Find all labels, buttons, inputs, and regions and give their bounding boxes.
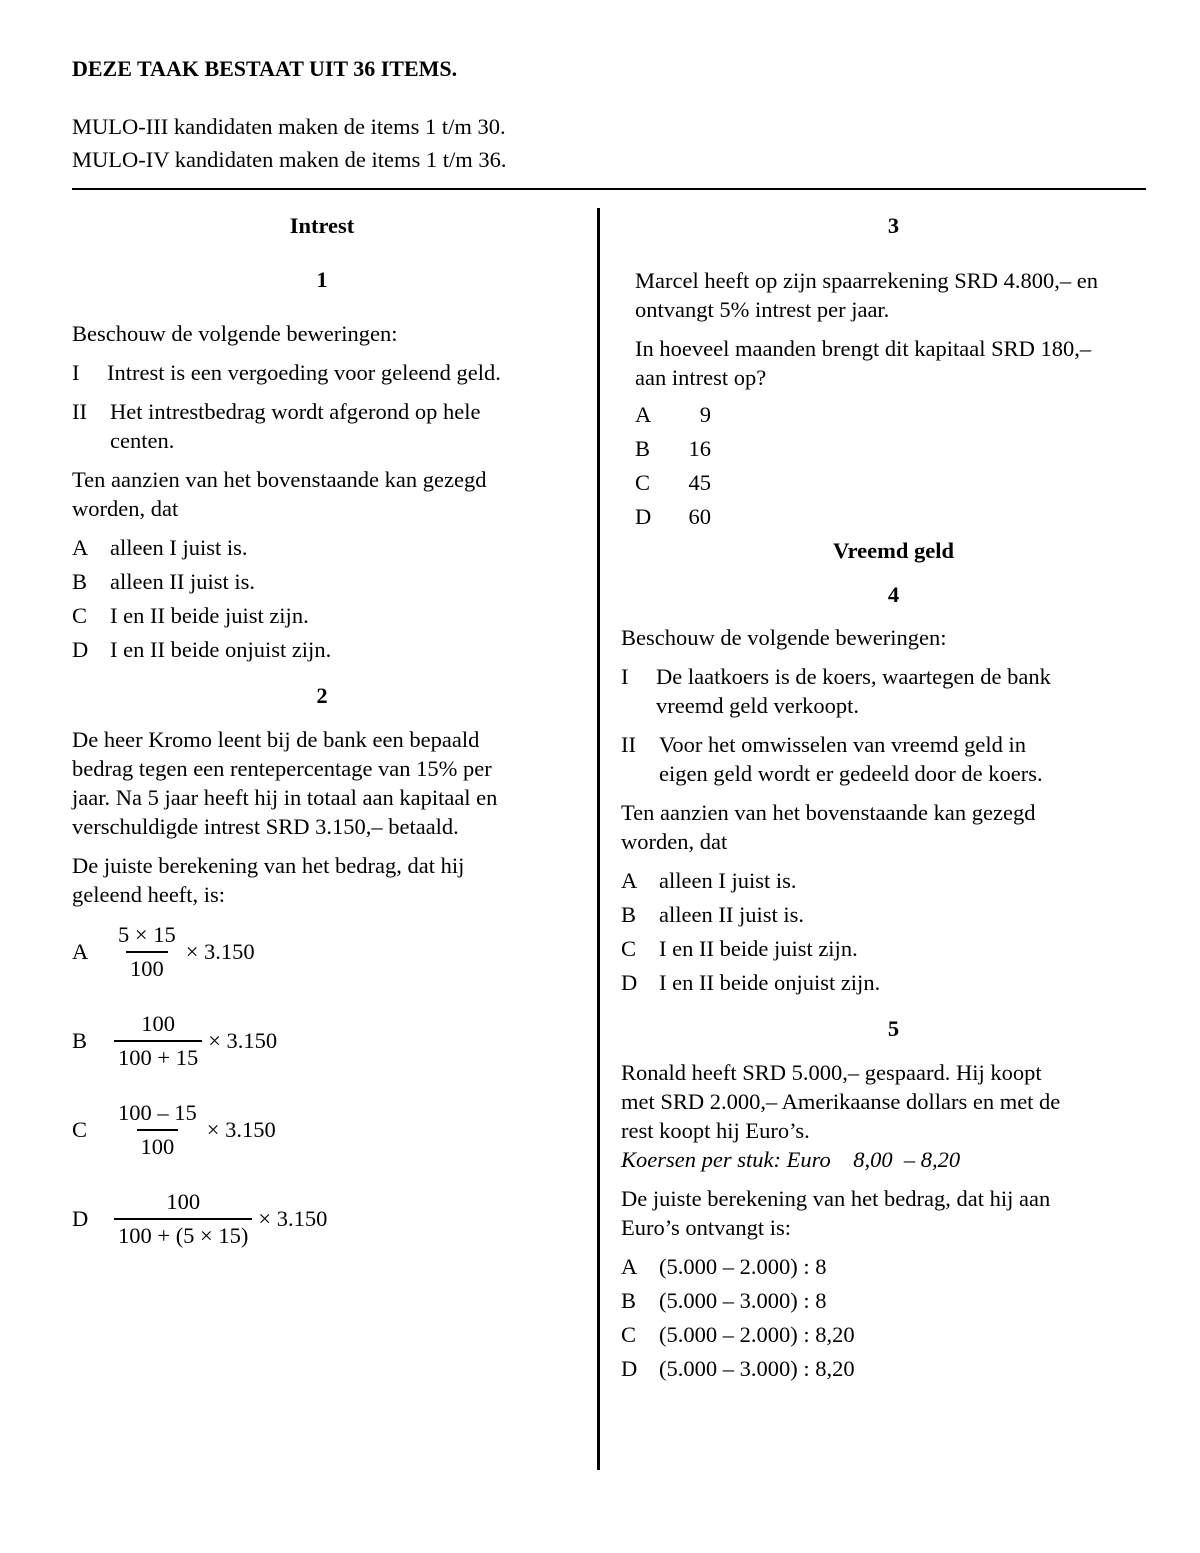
option-text: alleen I juist is. (110, 535, 248, 560)
q3-option-b[interactable] (635, 434, 1166, 463)
option-text: I en II beide juist zijn. (110, 603, 309, 628)
option-text: (5.000 – 3.000) : 8 (659, 1288, 827, 1313)
q1-options (72, 533, 572, 664)
option-letter: D (72, 637, 89, 662)
section-heading-vreemd-geld: Vreemd geld (832, 538, 954, 563)
section-heading-intrest: Intrest (289, 213, 355, 238)
intro-block (72, 110, 507, 176)
q5-paragraph-2 (621, 1184, 1166, 1242)
option-letter: C (621, 936, 637, 961)
fraction-numerator: 100 – 15 (118, 1100, 197, 1125)
option-text: 16 (688, 436, 711, 461)
q4-intro: Beschouw de volgende beweringen: (621, 625, 947, 650)
q5-options (621, 1252, 1166, 1383)
fraction-multiplier: × 3.150 (258, 1206, 328, 1231)
option-text: 45 (688, 470, 711, 495)
q2-p2-line: De juiste berekening van het bedrag, dat hij (72, 853, 465, 878)
q4-statement-1 (621, 662, 1166, 720)
q2-p1-line: De heer Kromo leent bij de bank een bepaald (72, 727, 480, 752)
option-letter: D (635, 504, 652, 529)
fraction-numerator: 5 × 15 (118, 922, 176, 947)
left-column (72, 212, 572, 909)
right-column (621, 212, 1166, 1383)
q1-statement-1 (72, 358, 572, 387)
q5-option-a[interactable] (621, 1252, 1166, 1281)
intro-line-mulo3: MULO-III kandidaten maken de items 1 t/m 30. (72, 114, 506, 139)
option-letter: B (72, 1028, 88, 1053)
option-letter: B (72, 569, 88, 594)
q5-paragraph-1 (621, 1058, 1166, 1145)
option-letter: A (621, 1254, 638, 1279)
q3-p2-line: aan intrest op? (635, 365, 767, 390)
option-text: alleen II juist is. (110, 569, 255, 594)
item-number-1: 1 (316, 267, 328, 292)
q3-option-d[interactable] (635, 502, 1166, 531)
q4-option-a[interactable] (621, 866, 1166, 895)
fraction-multiplier: × 3.150 (185, 939, 255, 964)
q4-options (621, 866, 1166, 997)
q1-option-b[interactable] (72, 567, 572, 596)
option-letter: D (621, 970, 638, 995)
q1-statement-1-number: I (72, 360, 80, 385)
horizontal-divider (72, 188, 1146, 190)
q2-option-c[interactable] (72, 1099, 276, 1161)
q1-statement-2-number: II (72, 399, 87, 424)
option-text: 9 (699, 402, 711, 427)
q1-option-a[interactable] (72, 533, 572, 562)
option-letter: A (72, 535, 89, 560)
item-number-2: 2 (316, 683, 328, 708)
q4-statement-2 (621, 730, 1166, 788)
q4-option-c[interactable] (621, 934, 1166, 963)
option-letter: D (72, 1206, 89, 1231)
option-letter: C (72, 1117, 88, 1142)
option-letter: C (635, 470, 651, 495)
option-text: 60 (688, 504, 711, 529)
q4-stem-line1: Ten aanzien van het bovenstaande kan gezegd (621, 800, 1036, 825)
q2-paragraph-2 (72, 851, 572, 909)
item-number-5: 5 (887, 1016, 900, 1041)
intro-line-mulo4: MULO-IV kandidaten maken de items 1 t/m 36. (72, 147, 507, 172)
column-divider (597, 208, 600, 1470)
q3-paragraph-2 (621, 334, 1166, 392)
q5-exchange-rates: Koersen per stuk: Euro 8,00 – 8,20 (621, 1147, 961, 1172)
option-text: alleen II juist is. (659, 902, 804, 927)
q5-p1-line: met SRD 2.000,– Amerikaanse dollars en met de (621, 1089, 1061, 1114)
q2-p1-line: bedrag tegen een rentepercentage van 15% per (72, 756, 492, 781)
fraction (114, 1099, 201, 1161)
q1-statement-2 (72, 397, 572, 455)
fraction-multiplier: × 3.150 (208, 1028, 278, 1053)
q4-statement-1-number: I (621, 664, 629, 689)
fraction-numerator: 100 (141, 1011, 175, 1036)
q4-stem-line2: worden, dat (621, 829, 728, 854)
option-text: (5.000 – 2.000) : 8 (659, 1254, 827, 1279)
option-text: alleen I juist is. (659, 868, 797, 893)
item-number-4: 4 (887, 582, 900, 607)
option-letter: A (635, 402, 652, 427)
option-text: (5.000 – 3.000) : 8,20 (659, 1356, 855, 1381)
q4-option-d[interactable] (621, 968, 1166, 997)
fraction-multiplier: × 3.150 (206, 1117, 276, 1142)
q1-statement-2-line1: Het intrestbedrag wordt afgerond op hele (110, 399, 481, 424)
fraction (114, 1188, 252, 1250)
q5-p1-line: Ronald heeft SRD 5.000,– gespaard. Hij koopt (621, 1060, 1042, 1085)
q2-p1-line: jaar. Na 5 jaar heeft hij in totaal aan kapitaal en (72, 785, 498, 810)
q3-p1-line: ontvangt 5% intrest per jaar. (635, 297, 890, 322)
q4-statement-2-line1: Voor het omwisselen van vreemd geld in (659, 732, 1027, 757)
q2-paragraph-1 (72, 725, 572, 841)
option-letter: C (72, 603, 88, 628)
q3-p2-line: In hoeveel maanden brengt dit kapitaal SRD 180,– (635, 336, 1092, 361)
option-letter: B (621, 902, 637, 927)
option-letter: B (621, 1288, 637, 1313)
item-number-3: 3 (887, 213, 900, 238)
option-letter: D (621, 1356, 638, 1381)
q1-statement-2-line2: centen. (110, 428, 175, 453)
q3-paragraph-1 (621, 266, 1166, 324)
q1-statement-1-text: Intrest is een vergoeding voor geleend geld. (107, 360, 501, 385)
q4-stem (621, 798, 1166, 856)
option-text: I en II beide onjuist zijn. (659, 970, 881, 995)
q4-statement-2-number: II (621, 732, 636, 757)
fraction (114, 1010, 202, 1072)
option-letter: B (635, 436, 651, 461)
q5-option-b[interactable] (621, 1286, 1166, 1315)
fraction-denominator: 100 (126, 951, 168, 983)
fraction (114, 921, 180, 983)
q1-stem (72, 465, 572, 523)
q3-p1-line: Marcel heeft op zijn spaarrekening SRD 4.800,– en (635, 268, 1098, 293)
q2-p1-line: verschuldigde intrest SRD 3.150,– betaald. (72, 814, 459, 839)
q1-intro: Beschouw de volgende beweringen: (72, 321, 398, 346)
q2-option-b[interactable] (72, 1010, 277, 1072)
fraction-denominator: 100 + 15 (114, 1040, 202, 1072)
fraction-denominator: 100 + (5 × 15) (114, 1218, 252, 1250)
q3-option-c[interactable] (635, 468, 1166, 497)
q1-stem-line1: Ten aanzien van het bovenstaande kan gezegd (72, 467, 487, 492)
option-letter: C (621, 1322, 637, 1347)
q3-option-a[interactable] (635, 400, 1166, 429)
q4-statement-1-line2: vreemd geld verkoopt. (656, 693, 860, 718)
q1-option-d[interactable] (72, 635, 572, 664)
q2-p2-line: geleend heeft, is: (72, 882, 226, 907)
option-letter: A (621, 868, 638, 893)
q5-option-d[interactable] (621, 1354, 1166, 1383)
fraction-denominator: 100 (137, 1129, 179, 1161)
q2-option-a[interactable] (72, 921, 255, 983)
q1-stem-line2: worden, dat (72, 496, 179, 521)
option-text: (5.000 – 2.000) : 8,20 (659, 1322, 855, 1347)
q4-statement-1-line1: De laatkoers is de koers, waartegen de bank (656, 664, 1051, 689)
q2-option-d[interactable] (72, 1188, 327, 1250)
q5-p2-line: Euro’s ontvangt is: (621, 1215, 791, 1240)
fraction-numerator: 100 (166, 1189, 201, 1214)
q1-option-c[interactable] (72, 601, 572, 630)
page-title: DEZE TAAK BESTAAT UIT 36 ITEMS. (72, 56, 458, 81)
q4-option-b[interactable] (621, 900, 1166, 929)
q5-option-c[interactable] (621, 1320, 1166, 1349)
q3-options (621, 400, 1166, 531)
option-letter: A (72, 939, 89, 964)
q5-p1-line: rest koopt hij Euro’s. (621, 1118, 810, 1143)
option-text: I en II beide juist zijn. (659, 936, 858, 961)
q4-statement-2-line2: eigen geld wordt er gedeeld door de koers. (659, 761, 1043, 786)
q5-p2-line: De juiste berekening van het bedrag, dat hij aan (621, 1186, 1051, 1211)
option-text: I en II beide onjuist zijn. (110, 637, 332, 662)
